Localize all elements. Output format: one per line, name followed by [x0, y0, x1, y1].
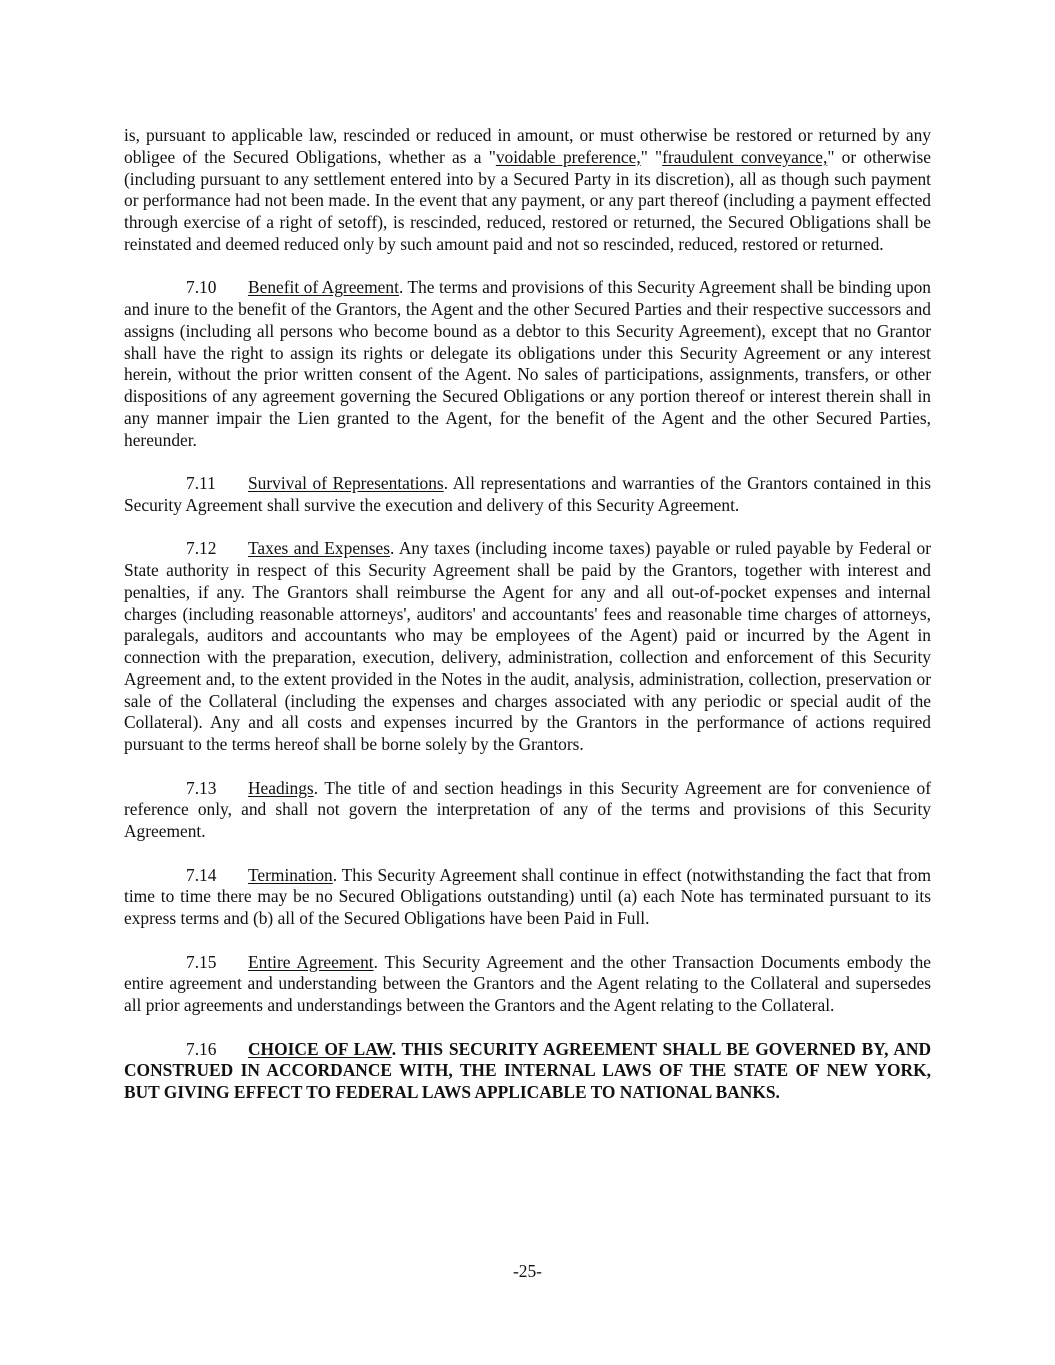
- section-7-12: [124, 538, 931, 756]
- section-heading: Survival of Representations: [248, 473, 444, 493]
- section-number: 7.15: [186, 951, 217, 972]
- paragraph-text: " or otherwise (including pursuant to any settlement entered into by a Secured Party in its discretion), all as though such payment or performance had not been made. In the event that any payment, or any part thereof (including a payment effected through exercise of a right of setoff), is rescinded, reduced, restored or returned, the Secured Obligations shall be reinstated and deemed reduced only by such amount paid and not so rescinded, reduced, restored or returned.: [124, 146, 932, 254]
- term-voidable-preference: voidable preference,: [495, 146, 641, 167]
- section-heading: Entire Agreement: [248, 951, 374, 972]
- section-text: . Any taxes (including income taxes) payable or ruled payable by Federal or State authority in respect of this Security Agreement shall be paid by the Grantors, together with interest and penalties, if any. The Grantors shall reimburse the Agent for any and all out-of-pocket expenses and internal charges (including reasonable attorneys', auditors' and accountants' fees and reasonable time charges of attorneys, paralegals, auditors and accountants who may be employees of the Agent) paid or incurred by the Agent in connection with the preparation, execution, delivery, administration, collection and enforcement of this Security Agreement and, to the extent provided in the Notes in the audit, analysis, administration, collection, preservation or sale of the Collateral (including the expenses and charges associated with any periodic or special audit of the Collateral). Any and all costs and expenses incurred by the Grantors in the performance of actions required pursuant to the terms hereof shall be borne solely by the Grantors.: [124, 538, 932, 754]
- section-7-13: [124, 778, 931, 843]
- page-number: -25-: [513, 1261, 542, 1281]
- paragraph-continuation: [124, 125, 931, 256]
- section-text: . This Security Agreement shall continue in effect (notwithstanding the fact that from time to time there may be no Secured Obligations outstanding) until (a) each Note has terminated pursuant to its express terms and (b) all of the Secured Obligations have been Paid in Full.: [124, 864, 931, 928]
- section-number: 7.10: [186, 277, 217, 298]
- section-heading: CHOICE OF LAW: [248, 1038, 392, 1059]
- section-text: . This Security Agreement and the other Transaction Documents embody the entire agreement and understanding between the Grantors and the Agent relating to the Collateral and supersedes all prior agreements and understandings between the Grantors and the Agent relating to the Collateral.: [124, 951, 931, 1015]
- section-number: 7.12: [186, 538, 217, 559]
- section-7-15: [124, 952, 931, 1017]
- section-number: 7.16: [186, 1038, 217, 1059]
- paragraph-text: " ": [640, 146, 663, 167]
- section-text: . THIS SECURITY AGREEMENT SHALL BE GOVERNED BY, AND CONSTRUED IN ACCORDANCE WITH, THE INTERNAL LAWS OF THE STATE OF NEW YORK, BUT GIVING EFFECT TO FEDERAL LAWS APPLICABLE TO NATIONAL BANKS.: [124, 1038, 931, 1102]
- section-heading: Termination: [248, 864, 333, 885]
- paragraph-text: is, pursuant to applicable law, rescinded or reduced in amount, or must otherwise be restored or returned by any obligee of the Secured Obligations, whether as a ": [124, 125, 931, 167]
- document-page: [124, 125, 931, 1126]
- section-7-16: [124, 1039, 931, 1104]
- section-text: . All representations and warranties of the Grantors contained in this Security Agreement shall survive the execution and delivery of this Security Agreement.: [124, 473, 931, 515]
- section-number: 7.14: [186, 864, 217, 885]
- section-heading: Headings: [248, 777, 314, 798]
- section-7-11: [124, 473, 931, 517]
- term-fraudulent-conveyance: fraudulent conveyance,: [662, 146, 828, 167]
- section-text: . The title of and section headings in this Security Agreement are for convenience of reference only, and shall not govern the interpretation of any of the terms and provisions of this Security Agreement.: [124, 777, 931, 841]
- section-heading: Benefit of Agreement: [248, 277, 399, 298]
- section-heading: Taxes and Expenses: [248, 538, 390, 559]
- section-number: 7.11: [186, 473, 216, 493]
- section-text: . The terms and provisions of this Security Agreement shall be binding upon and inure to the benefit of the Grantors, the Agent and the other Secured Parties and their respective successors and assigns (including all persons who become bound as a debtor to this Security Agreement), except that no Grantor shall have the right to assign its rights or delegate its obligations under this Security Agreement or any interest herein, without the prior written consent of the Agent. No sales of participations, assignments, transfers, or other dispositions of any agreement governing the Secured Obligations or any portion thereof or interest therein shall in any manner impair the Lien granted to the Agent, for the benefit of the Agent and the other Secured Parties, hereunder.: [124, 277, 932, 450]
- section-number: 7.13: [186, 777, 217, 798]
- section-7-14: [124, 865, 931, 930]
- section-7-10: [124, 277, 931, 451]
